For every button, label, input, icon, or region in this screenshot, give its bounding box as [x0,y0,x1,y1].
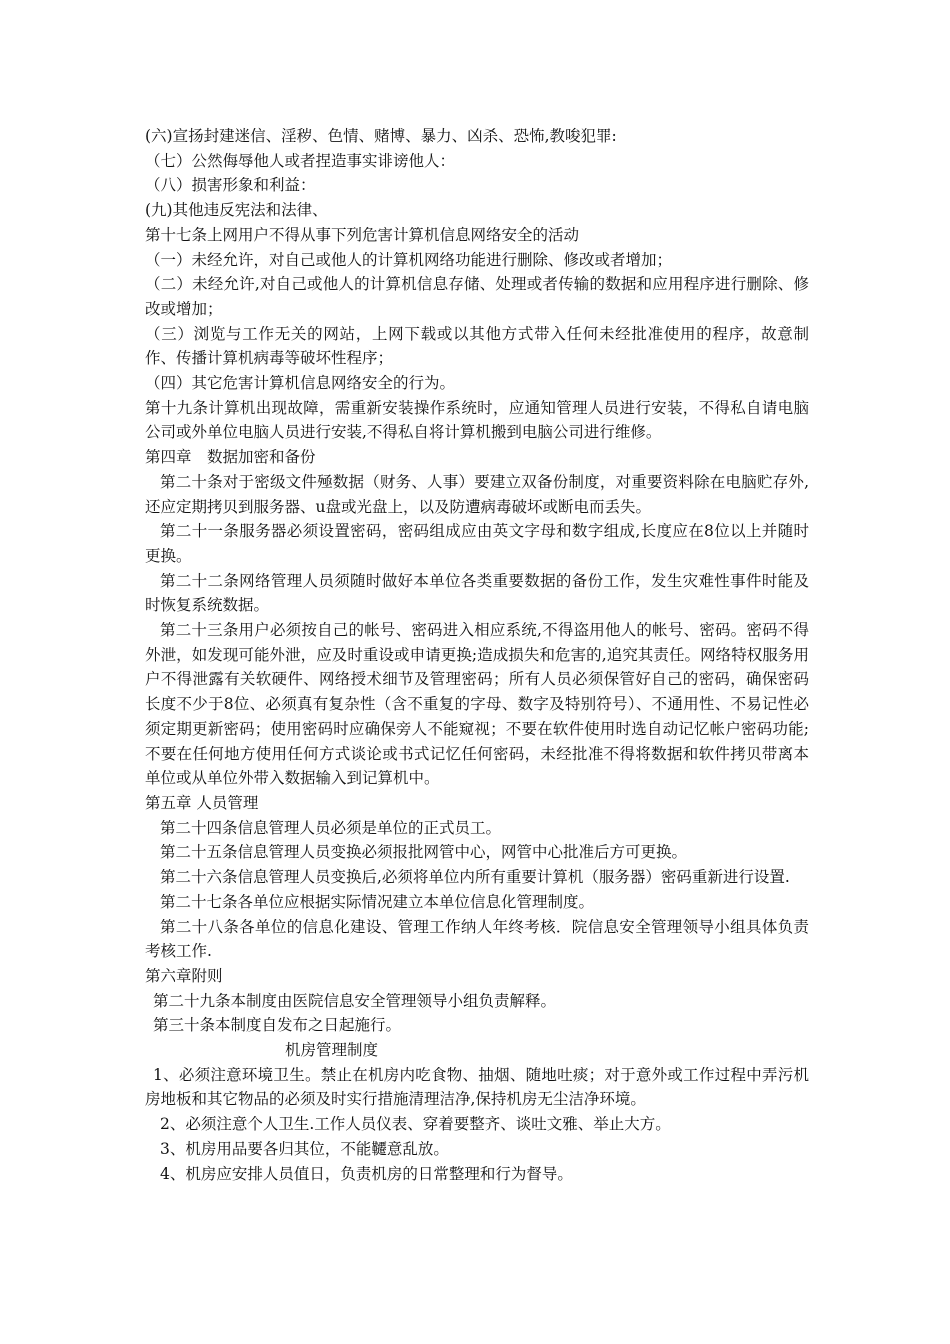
paragraph: 1、必须注意环境卫生。禁止在机房内吃食物、抽烟、随地吐痰；对于意外或工作过程中弄污机房地板和其它物品的必须及时实行措施清理洁净,保持机房无尘洁净环境。 [145,1065,809,1109]
paragraph: （八）损害形象和利益： [145,176,316,195]
paragraph: 第二十四条信息管理人员必须是单位的正式员工。 [160,818,502,837]
paragraph: (九)其他违反宪法和法律、 [145,201,328,220]
paragraph: 2、必须注意个人卫生.工作人员仪表、穿着要整齐、谈吐文雅、举止大方。 [160,1115,671,1134]
paragraph: （一）未经允许，对自己或他人的计算机网络功能进行删除、修改或者增加； [145,250,673,269]
paragraph: 3、机房用品要各归其位，不能韆意乱放。 [160,1139,449,1158]
chapter-heading: 第五章 人员管理 [145,793,259,812]
paragraph: 第二十二条网络管理人员须随时做好本单位各类重要数据的备份工作，发生灾难性事件时能及时恢复系统数据。 [145,571,809,615]
document-page [145,124,809,1186]
paragraph: (六)宣扬封建迷信、淫秽、色情、赌博、暴力、凶杀、恐怖,教唆犯罪: [145,127,617,145]
paragraph: （七）公然侮辱他人或者捏造事实诽谤他人： [145,151,456,170]
paragraph: 第二十三条用户必须按自己的帐号、密码进入相应系统,不得盗用他人的帐号、密码。密码不得外泄，如发现可能外泄，应及时重设或申请更换;造成损失和危害的,追究其责任。网络特权服务用户不得泄露有关软硬件、网络授术细节及管理密码；所有人员必须保管好自己的密码，确保密码长度不少于8位、必须真有复杂性（含不重复的字母、数字及特别符号）、不通用性、不易记性必须定期更新密码；使用密码时应确保旁人不能窥视；不要在软件使用时选自动记忆帐户密码功能;不要在任何地方使用任何方式谈论或书式记忆任何密码，未经批准不得将数据和软件拷贝带离本单位或从单位外带入数据输入到记算机中。 [145,621,809,788]
chapter-heading: 第六章附则 [145,966,223,985]
paragraph: （四）其它危害计算机信息网络安全的行为。 [145,374,456,393]
paragraph: 第十九条计算机出现故障，需重新安装操作系统时，应通知管理人员进行安装，不得私自请电脑公司或外单位电脑人员进行安装,不得私自将计算机搬到电脑公司进行维修。 [145,398,809,442]
paragraph: 第二十六条信息管理人员变换后,必须将单位内所有重要计算机（服务器）密码重新进行设置. [160,868,790,887]
chapter-heading: 第四章 数据加密和备份 [145,448,316,467]
article-heading: 第十七条上网用户不得从事下列危害计算机信息网络安全的活动 [145,225,580,244]
paragraph: 第二十条对于密级文件殛数据（财务、人事）要建立双备份制度，对重要资料除在电脑贮存外,还应定期拷贝到服务器、u盘或光盘上，以及防遭病毒破坏或断电而丢失。 [145,472,809,516]
paragraph: （三）浏览与工作无关的网站，上网下载或以其他方式带入任何未经批准使用的程序，故意制作、传播计算机病毒等破坏性程序； [145,324,809,368]
paragraph: 第二十一条服务器必须设置密码，密码组成应由英文字母和数字组成,长度应在8位以上并随时更换。 [145,522,809,565]
section-title: 机房管理制度 [285,1041,379,1060]
paragraph: 第二十八条各单位的信息化建设、管理工作纳人年终考核．院信息安全管理领导小组具体负责考核工作. [145,917,809,961]
paragraph: 第二十七条各单位应根据实际情况建立本单位信息化管理制度。 [160,892,595,911]
paragraph: 第二十五条信息管理人员变换必须报批网管中心，网管中心批准后方可更换。 [160,843,688,862]
paragraph: 第二十九条本制度由医院信息安全管理领导小组负责解释。 [153,991,557,1010]
paragraph: 第三十条本制度自发布之日起施行。 [153,1016,402,1035]
paragraph: 4、机房应安排人员值日，负责机房的日常整理和行为督导。 [160,1164,573,1183]
paragraph: （二）未经允许,对自己或他人的计算机信息存储、处理或者传输的数据和应用程序进行删除、修改或增加； [145,275,809,318]
